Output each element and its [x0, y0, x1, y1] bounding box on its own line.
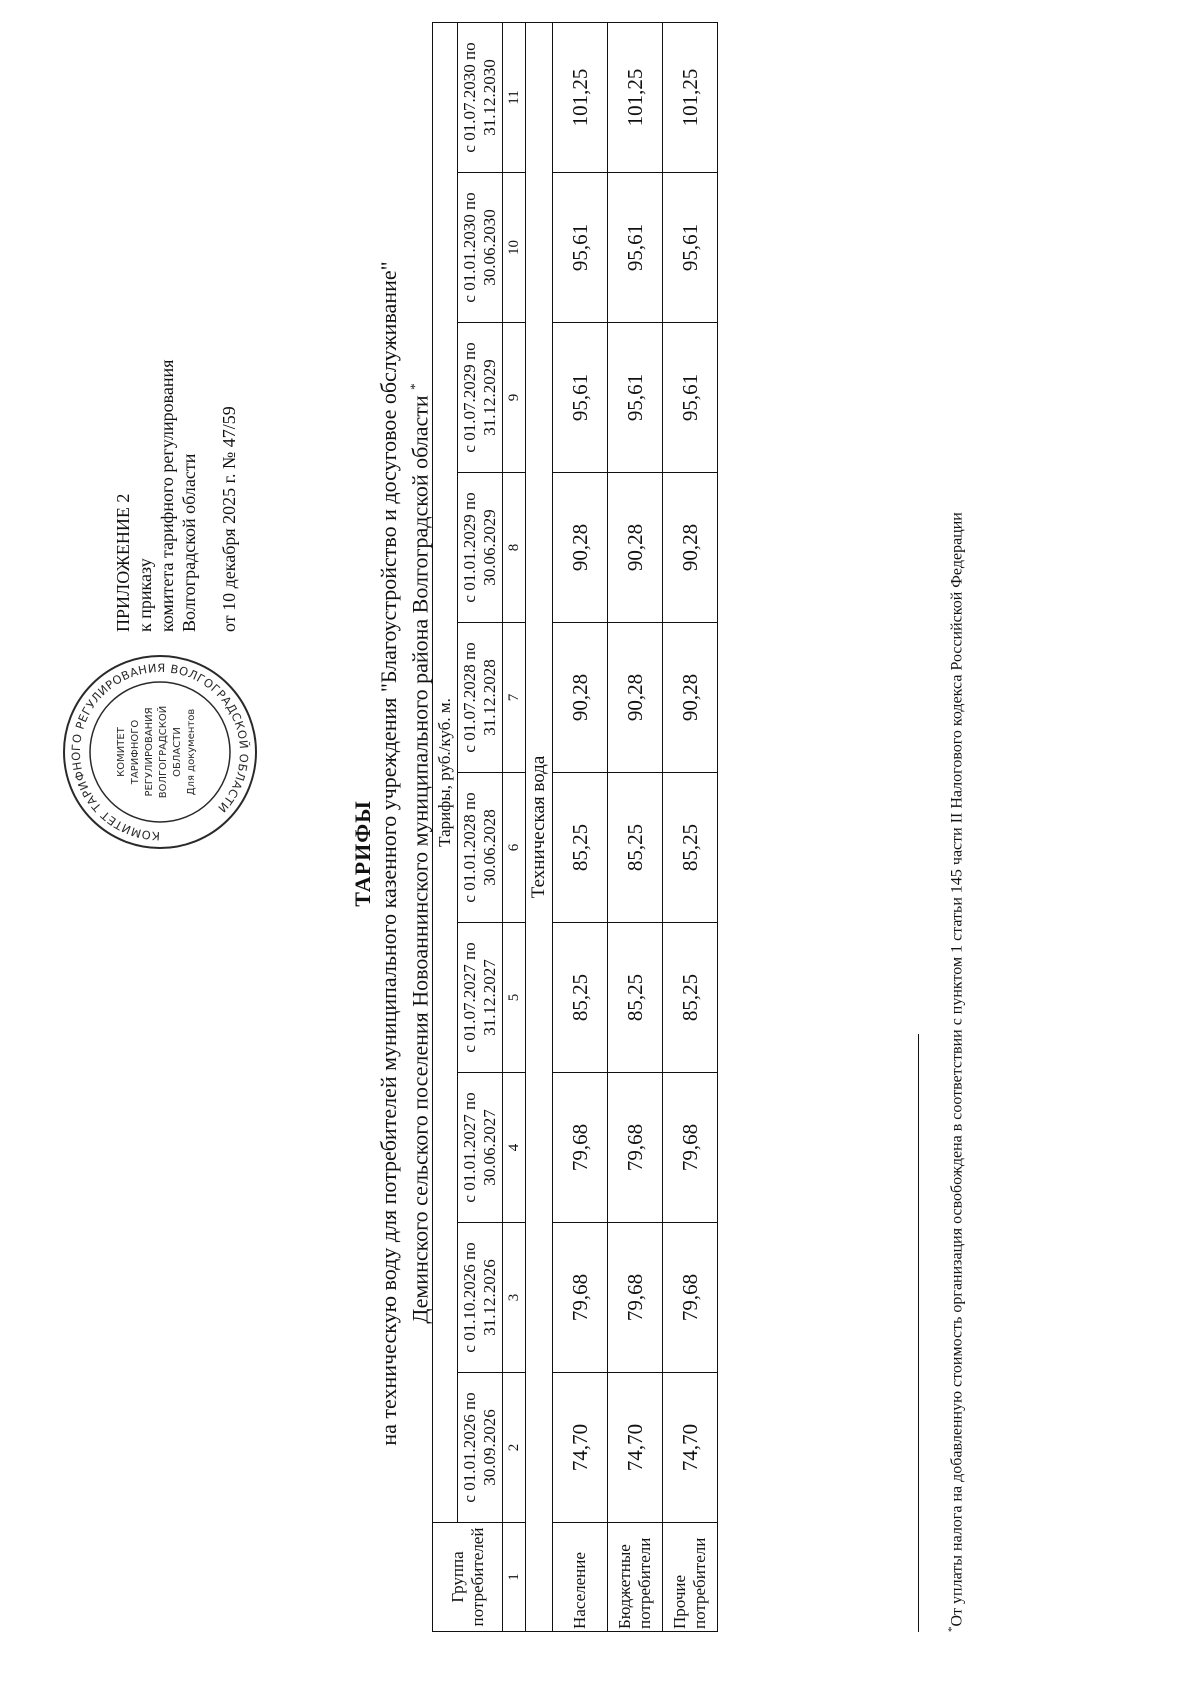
period-header: с 01.07.2027 по 31.12.2027 [458, 923, 503, 1073]
consumer-group: Бюджетные потребители [608, 1523, 663, 1632]
seal-inner-line: ТАРИФНОГО [130, 719, 141, 785]
tariff-value: 95,61 [608, 323, 663, 473]
column-number: 3 [503, 1223, 526, 1373]
period-header: с 01.01.2028 по 30.06.2028 [458, 773, 503, 923]
tariff-value: 90,28 [608, 623, 663, 773]
period-header: с 01.01.2026 по 30.09.2026 [458, 1373, 503, 1523]
seal-outer-text: КОМИТЕТ ТАРИФНОГО РЕГУЛИРОВАНИЯ ВОЛГОГРАДСКОЙ ОБЛАСТИ [68, 660, 252, 844]
tariff-value: 79,68 [663, 1223, 718, 1373]
tariff-value: 95,61 [553, 173, 608, 323]
period-header: с 01.07.2028 по 31.12.2028 [458, 623, 503, 773]
table-header-row [433, 23, 458, 1632]
tariff-value: 85,25 [663, 923, 718, 1073]
tariff-value: 85,25 [608, 773, 663, 923]
column-number: 9 [503, 323, 526, 473]
table-row [663, 23, 718, 1632]
seal-inner-line: КОМИТЕТ [116, 727, 127, 777]
period-header: с 01.07.2029 по 31.12.2029 [458, 323, 503, 473]
appendix-committee: комитета тарифного регулирования [157, 359, 177, 632]
tariff-value: 79,68 [608, 1223, 663, 1373]
column-number: 2 [503, 1373, 526, 1523]
tariff-value: 85,25 [553, 923, 608, 1073]
column-number: 5 [503, 923, 526, 1073]
tariff-value: 74,70 [553, 1373, 608, 1523]
consumer-group: Прочие потребители [663, 1523, 718, 1632]
period-header: с 01.10.2026 по 31.12.2026 [458, 1223, 503, 1373]
tariff-value: 90,28 [553, 473, 608, 623]
consumer-group: Население [553, 1523, 608, 1632]
tariff-value: 90,28 [663, 623, 718, 773]
tariff-value: 90,28 [608, 473, 663, 623]
seal-inner-line: ОБЛАСТИ [172, 727, 183, 777]
tariff-value: 95,61 [663, 173, 718, 323]
tariff-value: 74,70 [608, 1373, 663, 1523]
group-header: Группа потребителей [433, 1523, 503, 1632]
tariff-value: 101,25 [608, 23, 663, 173]
tariff-value: 90,28 [553, 623, 608, 773]
table-row [608, 23, 663, 1632]
tariff-value: 101,25 [663, 23, 718, 173]
appendix-block [112, 72, 240, 632]
official-seal [60, 652, 260, 852]
section-label: Техническая вода [526, 23, 553, 1632]
seal-icon [60, 652, 260, 852]
period-header: с 01.01.2027 по 30.06.2027 [458, 1073, 503, 1223]
tariff-value: 90,28 [663, 473, 718, 623]
tariff-value: 79,68 [663, 1073, 718, 1223]
table-row [553, 23, 608, 1632]
column-number: 1 [503, 1523, 526, 1632]
footnote-mark: * [407, 383, 422, 390]
tariffs-table [432, 22, 718, 1632]
appendix-region: Волгоградской области [179, 453, 199, 632]
footnote [942, 72, 967, 1632]
column-number: 4 [503, 1073, 526, 1223]
tariff-value: 95,61 [663, 323, 718, 473]
seal-inner-line: ВОЛГОГРАДСКОЙ [158, 705, 169, 799]
tariff-value: 95,61 [608, 173, 663, 323]
column-number-row [503, 23, 526, 1632]
tariff-value: 79,68 [553, 1223, 608, 1373]
column-number: 8 [503, 473, 526, 623]
column-number: 7 [503, 623, 526, 773]
appendix-date: от 10 декабря 2025 г. № 47/59 [219, 406, 239, 632]
title-line-2: Деминского сельского поселения Новоаннинского муниципального района Волгоградской области [407, 395, 433, 1324]
seal-inner-line: РЕГУЛИРОВАНИЯ [144, 707, 155, 797]
title-line-1: на техническую воду для потребителей муниципального казенного учреждения "Благоустройство и досуговое обслуживание" [376, 261, 401, 1446]
tariff-value: 85,25 [553, 773, 608, 923]
footnote-text: От уплаты налога на добавленную стоимость организация освобождена в соответствии с пунктом 1 статьи 145 части II Налогового кодекса Российской Федерации [948, 512, 966, 1627]
tariffs-header: Тарифы, руб./куб. м. [433, 23, 458, 1523]
tariff-value: 79,68 [553, 1073, 608, 1223]
column-number: 10 [503, 173, 526, 323]
document-title [350, 0, 433, 1707]
column-number: 6 [503, 773, 526, 923]
title-heading: ТАРИФЫ [350, 800, 375, 907]
period-header-row [458, 23, 503, 1632]
column-number: 11 [503, 23, 526, 173]
appendix-title: ПРИЛОЖЕНИЕ 2 [113, 493, 133, 632]
appendix-order-ref: к приказу [135, 558, 155, 632]
footnote-divider [918, 1034, 919, 1632]
tariff-value: 101,25 [553, 23, 608, 173]
tariff-value: 74,70 [663, 1373, 718, 1523]
tariff-value: 95,61 [553, 323, 608, 473]
section-row [526, 23, 553, 1632]
tariff-value: 85,25 [663, 773, 718, 923]
period-header: с 01.07.2030 по 31.12.2030 [458, 23, 503, 173]
period-header: с 01.01.2030 по 30.06.2030 [458, 173, 503, 323]
period-header: с 01.01.2029 по 30.06.2029 [458, 473, 503, 623]
tariff-value: 85,25 [608, 923, 663, 1073]
title-line-2-wrap [402, 0, 433, 1707]
seal-inner-line: Для документов [186, 708, 197, 796]
tariff-value: 79,68 [608, 1073, 663, 1223]
footnote-star: * [946, 1626, 958, 1632]
